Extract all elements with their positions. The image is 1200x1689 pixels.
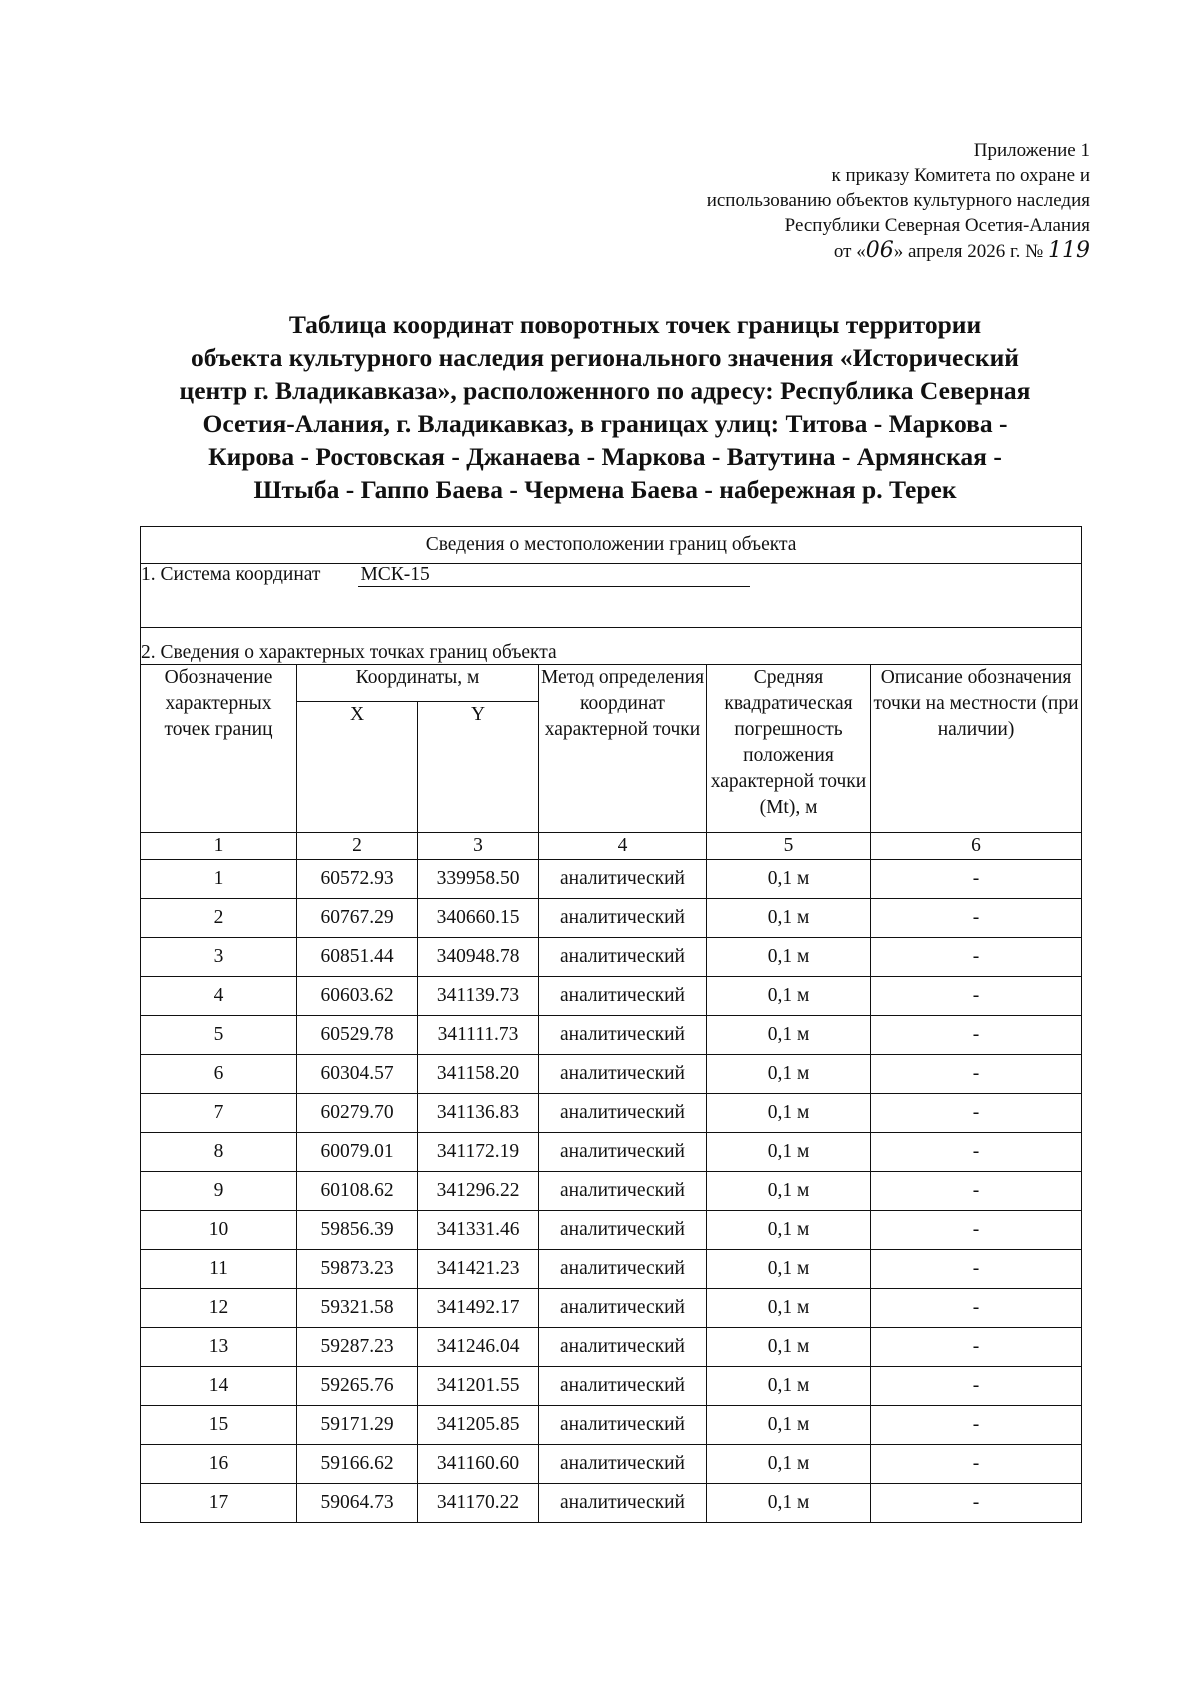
point-number-cell: 10 — [141, 1211, 297, 1250]
coord-x-cell: 59321.58 — [297, 1289, 418, 1328]
coord-x-cell: 59166.62 — [297, 1445, 418, 1484]
coord-y-cell: 341492.17 — [418, 1289, 539, 1328]
error-value-cell: 0,1 м — [707, 1406, 871, 1445]
col-header-description: Описание обозначения точки на местности (при наличии) — [871, 665, 1082, 833]
coord-y-cell: 341331.46 — [418, 1211, 539, 1250]
table-row — [141, 1250, 1082, 1289]
description-cell: - — [871, 1094, 1082, 1133]
method-cell: аналитический — [539, 1055, 707, 1094]
coordinates-table — [140, 526, 1082, 1523]
error-value-cell: 0,1 м — [707, 899, 871, 938]
description-cell: - — [871, 1016, 1082, 1055]
coordinate-system-value: МСК-15 — [358, 564, 750, 587]
description-cell: - — [871, 1328, 1082, 1367]
table-row — [141, 899, 1082, 938]
description-cell: - — [871, 1289, 1082, 1328]
table-row — [141, 860, 1082, 899]
point-number-cell: 6 — [141, 1055, 297, 1094]
coord-y-cell: 339958.50 — [418, 860, 539, 899]
description-cell: - — [871, 1172, 1082, 1211]
error-value-cell: 0,1 м — [707, 1133, 871, 1172]
points-section-header: 2. Сведения о характерных точках границ объекта — [141, 628, 1082, 665]
col-header-designation: Обозначение характерных точек границ — [141, 665, 297, 833]
error-value-cell: 0,1 м — [707, 1172, 871, 1211]
error-value-cell: 0,1 м — [707, 1289, 871, 1328]
coord-x-cell: 60767.29 — [297, 899, 418, 938]
point-number-cell: 3 — [141, 938, 297, 977]
method-cell: аналитический — [539, 1328, 707, 1367]
table-row — [141, 1289, 1082, 1328]
coord-x-cell: 60603.62 — [297, 977, 418, 1016]
col-header-error: Средняя квадратическая погрешность положения характерной точки (Mt), м — [707, 665, 871, 833]
coord-x-cell: 60851.44 — [297, 938, 418, 977]
error-value-cell: 0,1 м — [707, 938, 871, 977]
method-cell: аналитический — [539, 899, 707, 938]
point-number-cell: 16 — [141, 1445, 297, 1484]
description-cell: - — [871, 899, 1082, 938]
method-cell: аналитический — [539, 1211, 707, 1250]
col-header-x: X — [297, 702, 418, 833]
method-cell: аналитический — [539, 1484, 707, 1523]
col-header-coords: Координаты, м — [297, 665, 539, 702]
coord-y-cell: 341139.73 — [418, 977, 539, 1016]
title-line-6: Штыба - Гаппо Баева - Чермена Баева - набережная р. Терек — [253, 475, 957, 504]
coordinate-system-label: 1. Система координат — [141, 564, 321, 585]
table-row — [141, 1406, 1082, 1445]
point-number-cell: 8 — [141, 1133, 297, 1172]
table-row — [141, 1055, 1082, 1094]
error-value-cell: 0,1 м — [707, 1055, 871, 1094]
col-number: 1 — [141, 833, 297, 860]
table-row — [141, 1133, 1082, 1172]
col-number: 6 — [871, 833, 1082, 860]
table-row — [141, 1211, 1082, 1250]
title-line-4: Осетия-Алания, г. Владикавказ, в границах улиц: Титова - Маркова - — [202, 409, 1008, 438]
method-cell: аналитический — [539, 1172, 707, 1211]
description-cell: - — [871, 1445, 1082, 1484]
coord-x-cell: 59265.76 — [297, 1367, 418, 1406]
error-value-cell: 0,1 м — [707, 1094, 871, 1133]
description-cell: - — [871, 1133, 1082, 1172]
appendix-header — [707, 138, 1090, 264]
coord-x-cell: 60529.78 — [297, 1016, 418, 1055]
point-number-cell: 14 — [141, 1367, 297, 1406]
method-cell: аналитический — [539, 1133, 707, 1172]
col-header-method: Метод определения координат характерной точки — [539, 665, 707, 833]
section-header: Сведения о местоположении границ объекта — [141, 527, 1082, 564]
title-line-1: Таблица координат поворотных точек границы территории — [288, 310, 982, 339]
date-prefix: от « — [833, 241, 866, 262]
description-cell: - — [871, 860, 1082, 899]
method-cell: аналитический — [539, 1367, 707, 1406]
coord-x-cell: 59171.29 — [297, 1406, 418, 1445]
appendix-republic: Республики Северная Осетия-Алания — [784, 215, 1090, 236]
document-title — [140, 308, 1070, 506]
description-cell: - — [871, 938, 1082, 977]
table-row — [141, 938, 1082, 977]
point-number-cell: 12 — [141, 1289, 297, 1328]
error-value-cell: 0,1 м — [707, 977, 871, 1016]
error-value-cell: 0,1 м — [707, 860, 871, 899]
description-cell: - — [871, 1250, 1082, 1289]
col-header-y: Y — [418, 702, 539, 833]
col-number: 5 — [707, 833, 871, 860]
point-number-cell: 5 — [141, 1016, 297, 1055]
point-number-cell: 2 — [141, 899, 297, 938]
table-row — [141, 1367, 1082, 1406]
coord-x-cell: 60079.01 — [297, 1133, 418, 1172]
error-value-cell: 0,1 м — [707, 1367, 871, 1406]
coord-y-cell: 341201.55 — [418, 1367, 539, 1406]
title-line-3: центр г. Владикавказа», расположенного по адресу: Республика Северная — [179, 376, 1031, 405]
title-line-2: объекта культурного наследия регионального значения «Исторический — [191, 343, 1019, 372]
title-line-5: Кирова - Ростовская - Джанаева - Маркова - Ватутина - Армянская - — [208, 442, 1002, 471]
coord-y-cell: 341136.83 — [418, 1094, 539, 1133]
table-row — [141, 1172, 1082, 1211]
description-cell: - — [871, 1484, 1082, 1523]
point-number-cell: 15 — [141, 1406, 297, 1445]
appendix-order-ref: к приказу Комитета по охране и — [831, 165, 1090, 186]
coord-y-cell: 341170.22 — [418, 1484, 539, 1523]
coord-y-cell: 341158.20 — [418, 1055, 539, 1094]
coord-y-cell: 340948.78 — [418, 938, 539, 977]
description-cell: - — [871, 977, 1082, 1016]
method-cell: аналитический — [539, 1016, 707, 1055]
table-row — [141, 1016, 1082, 1055]
appendix-title: Приложение 1 — [973, 140, 1090, 161]
handwritten-order-number: 119 — [1048, 238, 1090, 263]
method-cell: аналитический — [539, 1094, 707, 1133]
coord-y-cell: 341172.19 — [418, 1133, 539, 1172]
coord-x-cell: 59064.73 — [297, 1484, 418, 1523]
coord-x-cell: 60304.57 — [297, 1055, 418, 1094]
coord-y-cell: 341246.04 — [418, 1328, 539, 1367]
coord-x-cell: 60279.70 — [297, 1094, 418, 1133]
table-row — [141, 1328, 1082, 1367]
error-value-cell: 0,1 м — [707, 1211, 871, 1250]
point-number-cell: 4 — [141, 977, 297, 1016]
appendix-committee: использованию объектов культурного наследия — [706, 190, 1090, 211]
table-row — [141, 977, 1082, 1016]
table-row — [141, 1484, 1082, 1523]
coord-y-cell: 341421.23 — [418, 1250, 539, 1289]
error-value-cell: 0,1 м — [707, 1328, 871, 1367]
error-value-cell: 0,1 м — [707, 1250, 871, 1289]
table-row — [141, 1445, 1082, 1484]
point-number-cell: 11 — [141, 1250, 297, 1289]
error-value-cell: 0,1 м — [707, 1445, 871, 1484]
method-cell: аналитический — [539, 977, 707, 1016]
method-cell: аналитический — [539, 938, 707, 977]
error-value-cell: 0,1 м — [707, 1484, 871, 1523]
coord-x-cell: 59856.39 — [297, 1211, 418, 1250]
description-cell: - — [871, 1211, 1082, 1250]
point-number-cell: 7 — [141, 1094, 297, 1133]
coord-y-cell: 341111.73 — [418, 1016, 539, 1055]
coord-x-cell: 60572.93 — [297, 860, 418, 899]
coord-x-cell: 59873.23 — [297, 1250, 418, 1289]
method-cell: аналитический — [539, 860, 707, 899]
point-number-cell: 17 — [141, 1484, 297, 1523]
method-cell: аналитический — [539, 1445, 707, 1484]
col-number: 4 — [539, 833, 707, 860]
table-row — [141, 1094, 1082, 1133]
description-cell: - — [871, 1055, 1082, 1094]
handwritten-day: 06 — [865, 238, 894, 263]
appendix-date-line — [707, 238, 1090, 264]
error-value-cell: 0,1 м — [707, 1016, 871, 1055]
point-number-cell: 1 — [141, 860, 297, 899]
coord-y-cell: 341296.22 — [418, 1172, 539, 1211]
coord-x-cell: 60108.62 — [297, 1172, 418, 1211]
col-number: 3 — [418, 833, 539, 860]
coord-y-cell: 341160.60 — [418, 1445, 539, 1484]
coord-y-cell: 341205.85 — [418, 1406, 539, 1445]
method-cell: аналитический — [539, 1250, 707, 1289]
coord-x-cell: 59287.23 — [297, 1328, 418, 1367]
description-cell: - — [871, 1367, 1082, 1406]
col-number: 2 — [297, 833, 418, 860]
description-cell: - — [871, 1406, 1082, 1445]
coordinate-system-row — [141, 564, 1082, 628]
point-number-cell: 13 — [141, 1328, 297, 1367]
method-cell: аналитический — [539, 1289, 707, 1328]
point-number-cell: 9 — [141, 1172, 297, 1211]
coord-y-cell: 340660.15 — [418, 899, 539, 938]
method-cell: аналитический — [539, 1406, 707, 1445]
date-suffix: » апреля 2026 г. № — [893, 241, 1044, 262]
